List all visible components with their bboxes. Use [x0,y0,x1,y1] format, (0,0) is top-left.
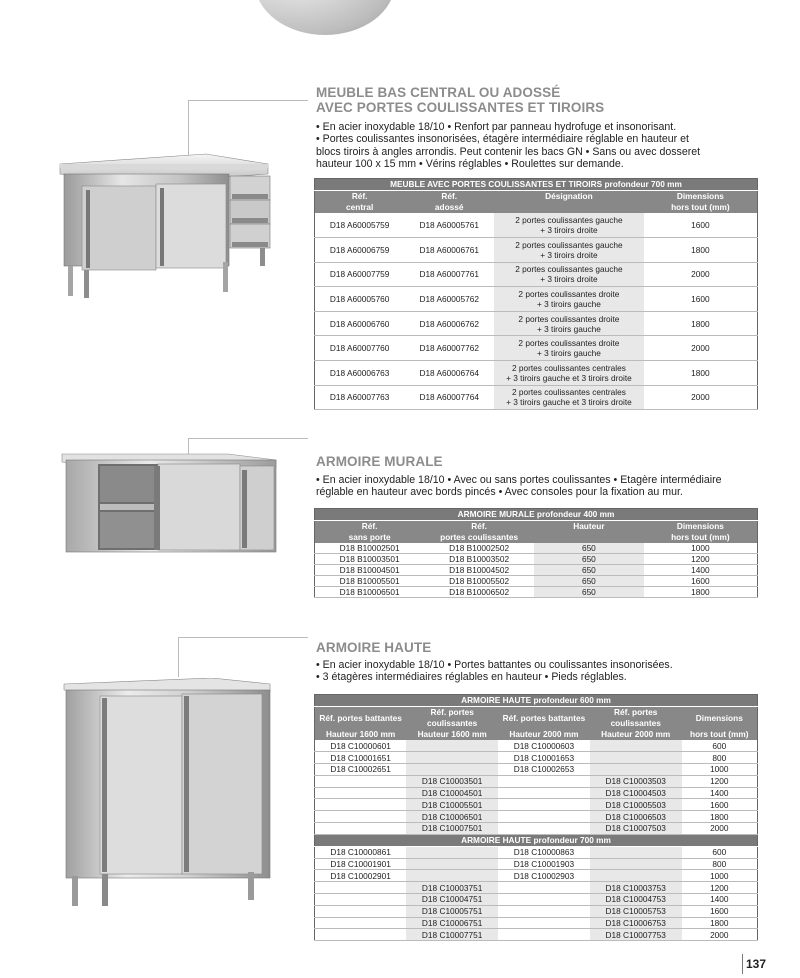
column-header: Dimensions [682,707,758,730]
table-row [315,576,758,587]
designation-line: + 3 tiroirs gauche et 3 tiroirs droite [506,397,632,408]
table-cell [590,740,682,752]
table-cell [590,752,682,764]
table-cell: D18 C10003503 [590,775,682,787]
column-header: hors tout (mm) [644,202,758,213]
table-cell [315,894,407,906]
table-cell: D18 C10007751 [406,929,498,941]
table-cell: D18 A60006762 [404,311,494,336]
table-cell [494,361,644,386]
table-cell: 650 [534,565,644,576]
table-row [315,385,758,410]
table-cell: 1200 [682,775,758,787]
table-cell [498,775,590,787]
table-cell: 1800 [644,587,758,598]
table-cell: 2000 [682,823,758,835]
designation-line: + 3 tiroirs droite [540,225,598,236]
table-row [315,311,758,336]
column-header: Réf. portes coulissantes [590,707,682,730]
table-cell [494,287,644,312]
table-cell [498,799,590,811]
column-header: Hauteur 2000 mm [590,729,682,740]
table-cell [590,858,682,870]
table-cell: D18 A60007764 [404,385,494,410]
table-cell: D18 A60005761 [404,213,494,238]
table-cell: D18 C10001903 [498,858,590,870]
table-caption-700: ARMOIRE HAUTE profondeur 700 mm [315,834,758,846]
table-cell: D18 B10003501 [315,554,425,565]
table-cell: D18 C10002903 [498,870,590,882]
table-cell: D18 C10004501 [406,787,498,799]
designation-line: + 3 tiroirs gauche [536,348,601,359]
table-cell: 1000 [682,764,758,776]
table-cell: D18 C10002653 [498,764,590,776]
table-cell: D18 C10001653 [498,752,590,764]
column-header: hors tout (mm) [682,729,758,740]
table-cell: 1800 [644,311,758,336]
table-cell: D18 B10004502 [424,565,534,576]
table-cell: D18 B10005502 [424,576,534,587]
product-photo-low-cabinet [56,150,276,300]
table-row [315,287,758,312]
table-row [315,917,758,929]
column-header: Réf. portes coulissantes [406,707,498,730]
table-caption: ARMOIRE MURALE profondeur 400 mm [315,509,758,521]
table-cell [498,823,590,835]
table-cell [315,929,407,941]
table-cell: D18 C10000863 [498,846,590,858]
table-cell: D18 B10002502 [424,543,534,554]
table-cell: 1400 [682,787,758,799]
table-cell: D18 B10005501 [315,576,425,587]
column-header: Réf. portes battantes [498,707,590,730]
table-cell: 1800 [644,238,758,263]
table-row [315,858,758,870]
table-row [315,905,758,917]
table-cell: 1600 [682,905,758,917]
table-cell: D18 C10006501 [406,811,498,823]
table-cell: D18 C10005751 [406,905,498,917]
table-cell: 1400 [644,565,758,576]
table-cell: D18 C10002651 [315,764,407,776]
table-cell: 2000 [682,929,758,941]
table-cell [315,823,407,835]
section-1-title-line2: AVEC PORTES COULISSANTES ET TIROIRS [316,100,605,115]
product-photo-wall-cabinet [58,452,280,557]
table-cell: 2000 [644,385,758,410]
table-cell: D18 C10006503 [590,811,682,823]
table-cell [494,262,644,287]
table-cell [498,811,590,823]
table-cell: 800 [682,752,758,764]
designation-line: 2 portes coulissantes gauche [515,264,623,275]
table-cell: D18 A60006761 [404,238,494,263]
table-cell [590,846,682,858]
table-row [315,543,758,554]
designation-line: 2 portes coulissantes droite [518,289,620,300]
column-header: Hauteur 1600 mm [406,729,498,740]
designation-line: + 3 tiroirs gauche [536,323,601,334]
table-cell: D18 A60007763 [315,385,405,410]
table-row [315,882,758,894]
desc-line: • En acier inoxydable 18/10 • Avec ou sans portes coulissantes • Etagère intermédiaire [316,474,722,486]
table-cell [498,882,590,894]
column-header: Désignation [494,191,644,203]
table-caption: MEUBLE AVEC PORTES COULISSANTES ET TIROIRS profondeur 700 mm [315,179,758,191]
table-cell: D18 C10004503 [590,787,682,799]
table-row [315,752,758,764]
table-cell: 1000 [682,870,758,882]
column-header: Dimensions [644,521,758,533]
table-cell: D18 A60006763 [315,361,405,386]
table-cell: D18 C10005753 [590,905,682,917]
decorative-top-shape [255,0,395,35]
table-cell: D18 A60005759 [315,213,405,238]
table-cell [498,929,590,941]
table-row [315,929,758,941]
table-caption: ARMOIRE HAUTE profondeur 600 mm [315,695,758,707]
table-cell: D18 A60006759 [315,238,405,263]
table-row [315,823,758,835]
table-cell: 2000 [644,262,758,287]
table-cell: D18 C10003751 [406,882,498,894]
table-cell [498,917,590,929]
designation-line: 2 portes coulissantes droite [518,313,620,324]
column-header: central [315,202,405,213]
table-cell: 650 [534,576,644,587]
section-1-title-line1: MEUBLE BAS CENTRAL OU ADOSSÉ [316,85,561,100]
table-cell [406,740,498,752]
table-cell: 1800 [644,361,758,386]
section-2-title: ARMOIRE MURALE [316,454,443,469]
table-cell: D18 C10007501 [406,823,498,835]
column-header [534,532,644,543]
table-cell [315,882,407,894]
table-row [315,894,758,906]
table-cell: 1200 [682,882,758,894]
table-cell [494,213,644,238]
table-cell [406,858,498,870]
table-row [315,740,758,752]
table-cell [406,764,498,776]
column-header: sans porte [315,532,425,543]
table-row [315,361,758,386]
table-cell [494,336,644,361]
section-1-description [316,121,756,170]
designation-line: + 3 tiroirs gauche et 3 tiroirs droite [506,372,632,383]
product-photo-tall-cabinet [62,678,274,908]
table-cell [498,894,590,906]
table-cell: D18 C10006753 [590,917,682,929]
table-cell: 650 [534,554,644,565]
table-cell: 1800 [682,917,758,929]
table-row [315,587,758,598]
table-cell: D18 C10004751 [406,894,498,906]
table-cell: D18 A60007759 [315,262,405,287]
table-cell: 1600 [644,213,758,238]
designation-line: + 3 tiroirs gauche [536,299,601,310]
table-cell [315,811,407,823]
table-cell: 800 [682,858,758,870]
connector-line-3 [178,637,308,677]
table-cell: 650 [534,543,644,554]
column-header: Réf. portes battantes [315,707,407,730]
table-cell: D18 B10003502 [424,554,534,565]
column-header: Hauteur 1600 mm [315,729,407,740]
table-low-cabinet [314,178,758,410]
table-cell: D18 C10002901 [315,870,407,882]
table-cell [494,238,644,263]
table-cell: D18 C10000861 [315,846,407,858]
table-cell: D18 C10001651 [315,752,407,764]
table-cell [406,870,498,882]
table-tall-cabinet [314,694,758,941]
table-wall-cabinet [314,508,758,598]
table-cell: 1800 [682,811,758,823]
column-header: portes coulissantes [424,532,534,543]
table-cell: D18 C10006751 [406,917,498,929]
designation-line: 2 portes coulissantes centrales [511,387,626,398]
table-cell: D18 C10000603 [498,740,590,752]
table-cell: D18 A60006760 [315,311,405,336]
table-cell [315,917,407,929]
page-number: 137 [746,957,767,971]
table-cell: D18 A60005760 [315,287,405,312]
section-1-title [316,85,604,115]
table-cell: 1200 [644,554,758,565]
table-cell: 1400 [682,894,758,906]
table-row [315,764,758,776]
table-row [315,846,758,858]
desc-line: blocs tiroirs à angles arrondis. Peut contenir les bacs GN • Sans ou avec dosseret [316,145,701,158]
column-header: Réf. [424,521,534,533]
table-cell: 1600 [682,799,758,811]
designation-line: + 3 tiroirs droite [540,274,598,285]
column-header: hors tout (mm) [644,532,758,543]
table-cell: D18 A60007762 [404,336,494,361]
table-cell: D18 C10007503 [590,823,682,835]
table-cell [494,311,644,336]
desc-line: hauteur 100 x 15 mm • Vérins réglables • Roulettes sur demande. [316,157,624,170]
designation-line: + 3 tiroirs droite [540,249,598,260]
table-row [315,336,758,361]
table-cell: D18 A60006764 [404,361,494,386]
designation-line: 2 portes coulissantes gauche [515,215,623,226]
table-cell: D18 C10005501 [406,799,498,811]
table-row [315,811,758,823]
desc-line: • En acier inoxydable 18/10 • Renfort par panneau hydrofuge et insonorisant. [316,121,677,133]
table-cell: D18 C10000601 [315,740,407,752]
table-cell: D18 C10004753 [590,894,682,906]
table-cell: D18 A60007760 [315,336,405,361]
table-cell: D18 C10003753 [590,882,682,894]
table-cell: 1600 [644,576,758,587]
column-header: Réf. [315,191,405,203]
table-row [315,775,758,787]
table-cell: 2000 [644,336,758,361]
section-2-description [316,474,756,499]
table-cell: 600 [682,740,758,752]
table-cell [406,752,498,764]
designation-line: 2 portes coulissantes droite [518,338,620,349]
table-row [315,565,758,576]
table-cell [498,787,590,799]
table-cell: D18 C10005503 [590,799,682,811]
table-cell [494,385,644,410]
table-row [315,213,758,238]
table-cell: 1600 [644,287,758,312]
column-header: adossé [404,202,494,213]
desc-line: réglable en hauteur avec bords pincés • Avec consoles pour la fixation au mur. [316,486,683,499]
table-cell: D18 A60007761 [404,262,494,287]
table-cell [315,905,407,917]
desc-line: • Portes coulissantes insonorisées, étagère intermédiaire réglable en hauteur et [316,133,689,146]
table-cell [315,775,407,787]
table-row [315,799,758,811]
section-3-title: ARMOIRE HAUTE [316,640,432,655]
desc-line: • 3 étagères intermédiaires réglables en hauteur • Pieds réglables. [316,671,627,684]
table-cell [590,870,682,882]
column-header: Dimensions [644,191,758,203]
table-cell: D18 C10001901 [315,858,407,870]
table-cell [498,905,590,917]
column-header: Hauteur 2000 mm [498,729,590,740]
column-header: Réf. [315,521,425,533]
column-header [494,202,644,213]
designation-line: 2 portes coulissantes gauche [515,239,623,250]
table-cell: D18 B10002501 [315,543,425,554]
designation-line: 2 portes coulissantes centrales [511,362,626,373]
table-cell: 1000 [644,543,758,554]
table-cell: D18 B10006501 [315,587,425,598]
table-row [315,554,758,565]
table-cell: 650 [534,587,644,598]
table-cell: D18 A60005762 [404,287,494,312]
page-number-divider [742,954,743,974]
table-cell [590,764,682,776]
table-cell [406,846,498,858]
table-cell: D18 B10006502 [424,587,534,598]
column-header: Hauteur [534,521,644,533]
table-row [315,238,758,263]
table-cell [315,799,407,811]
table-row [315,787,758,799]
table-cell: D18 C10003501 [406,775,498,787]
section-3-description [316,659,756,684]
table-row [315,262,758,287]
table-cell: 600 [682,846,758,858]
desc-line: • En acier inoxydable 18/10 • Portes battantes ou coulissantes insonorisées. [316,659,673,671]
table-cell: D18 C10007753 [590,929,682,941]
table-row [315,870,758,882]
table-cell [315,787,407,799]
table-cell: D18 B10004501 [315,565,425,576]
column-header: Réf. [404,191,494,203]
